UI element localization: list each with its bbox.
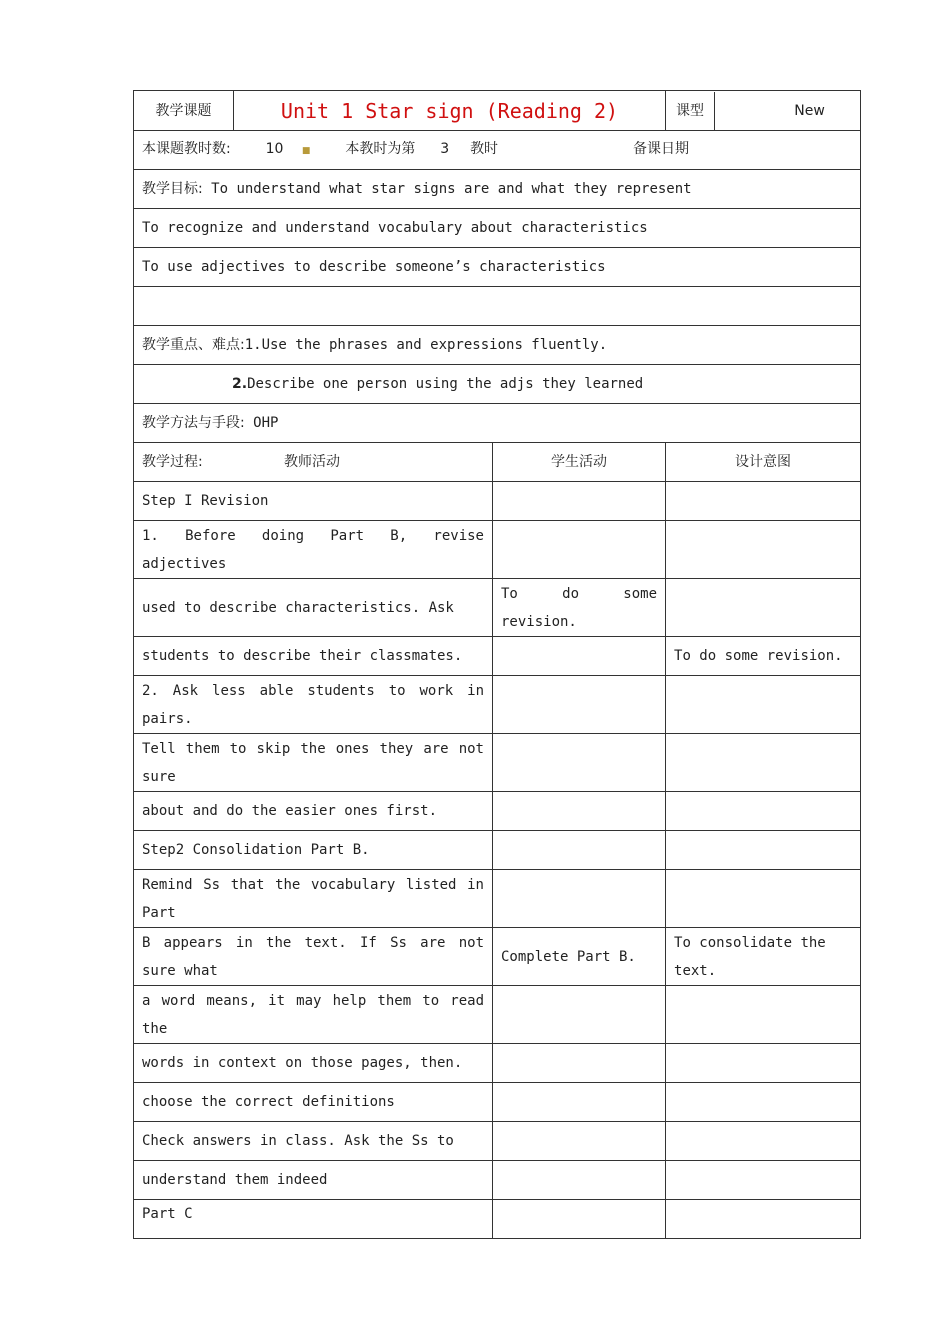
design-intent [666,482,861,521]
teacher-activity: about and do the easier ones first. [134,792,493,831]
teacher-activity: Part C [134,1200,493,1239]
prep-date-label: 备课日期 [632,141,689,157]
design-intent [666,579,861,637]
process-row [134,1200,861,1239]
student-activity [493,1083,666,1122]
teacher-activity: 2. Ask less able students to work in pairs. [134,676,493,734]
methods-row [134,404,861,443]
student-activity [493,831,666,870]
key-points-row-1 [134,326,861,365]
methods-label: 教学方法与手段: [142,415,245,431]
process-row [134,579,861,637]
objective-row-2 [134,209,861,248]
objective-item: To understand what star signs are and what they represent [211,181,692,197]
design-column-header: 设计意图 [666,443,861,482]
teacher-activity: words in context on those pages, then. [134,1044,493,1083]
teacher-activity: students to describe their classmates. [134,637,493,676]
type-label: 课型 [666,92,715,130]
design-intent [666,1083,861,1122]
objective-row-1 [134,170,861,209]
design-intent [666,676,861,734]
current-hour-label: 本教时为第 [345,141,416,157]
teacher-activity: choose the correct definitions [134,1083,493,1122]
student-activity [493,482,666,521]
student-column-header: 学生活动 [493,443,666,482]
hours-label: 本课题教时数: [142,141,231,157]
process-row [134,1122,861,1161]
student-activity: To do some revision. [493,579,666,637]
design-intent [666,831,861,870]
student-activity [493,1122,666,1161]
student-activity [493,637,666,676]
design-intent [666,792,861,831]
process-row [134,734,861,792]
process-row [134,831,861,870]
info-row: 本课题教时数: 10 ■ 本教时为第 3 教时 备课日期 [134,131,861,170]
process-row [134,1044,861,1083]
design-intent [666,1200,861,1239]
methods-value: OHP [253,415,279,431]
process-row [134,1161,861,1200]
student-activity [493,870,666,928]
hours-value: 10 [265,141,284,157]
key-point-number: 2. [232,376,248,392]
key-point-item: 1.Use the phrases and expressions fluently. [244,337,608,353]
lesson-title: Unit 1 Star sign (Reading 2) [234,91,666,131]
design-intent: To consolidate the text. [666,928,861,986]
student-activity: Complete Part B. [493,928,666,986]
student-activity [493,734,666,792]
teacher-activity: a word means, it may help them to read the [134,986,493,1044]
process-header-row [134,443,861,482]
process-row [134,870,861,928]
design-intent [666,734,861,792]
teacher-activity: 1. Before doing Part B, revise adjectives [134,521,493,579]
design-intent [666,870,861,928]
student-activity [493,792,666,831]
process-row [134,637,861,676]
teacher-activity: Check answers in class. Ask the Ss to [134,1122,493,1161]
student-activity [493,676,666,734]
process-row [134,482,861,521]
teacher-activity: used to describe characteristics. Ask [134,579,493,637]
design-intent [666,521,861,579]
key-points-row-2 [134,365,861,404]
teacher-activity: Remind Ss that the vocabulary listed in Part [134,870,493,928]
student-activity [493,1200,666,1239]
process-row [134,928,861,986]
student-activity [493,1161,666,1200]
lesson-plan-page [133,90,860,1239]
objective-item: To recognize and understand vocabulary about characteristics [134,209,861,248]
student-activity [493,986,666,1044]
empty-row [134,287,861,326]
objective-row-3 [134,248,861,287]
process-row [134,792,861,831]
process-row [134,676,861,734]
design-intent [666,1044,861,1083]
student-activity [493,1044,666,1083]
key-points-label: 教学重点、难点: [142,337,245,353]
design-intent [666,986,861,1044]
key-point-item: Describe one person using the adjs they learned [247,376,644,392]
current-hour-value: 3 [440,141,450,157]
objectives-label: 教学目标: [142,181,203,197]
type-value: New [794,102,825,119]
header-row [134,91,861,131]
design-intent: To do some revision. [666,637,861,676]
design-intent [666,1122,861,1161]
teacher-activity: understand them indeed [134,1161,493,1200]
current-hour-suffix: 教时 [470,141,499,157]
teacher-activity: Tell them to skip the ones they are not sure [134,734,493,792]
objective-item: To use adjectives to describe someone’s characteristics [134,248,861,287]
teacher-activity: Step I Revision [134,482,493,521]
process-label: 教学过程: [142,454,203,470]
lesson-plan-table [133,90,861,1239]
process-row [134,521,861,579]
teacher-activity: B appears in the text. If Ss are not sure what [134,928,493,986]
process-row [134,1083,861,1122]
process-row [134,986,861,1044]
teacher-activity: Step2 Consolidation Part B. [134,831,493,870]
design-intent [666,1161,861,1200]
topic-label: 教学课题 [134,91,234,131]
student-activity [493,521,666,579]
teacher-column-header: 教师活动 [284,454,340,470]
